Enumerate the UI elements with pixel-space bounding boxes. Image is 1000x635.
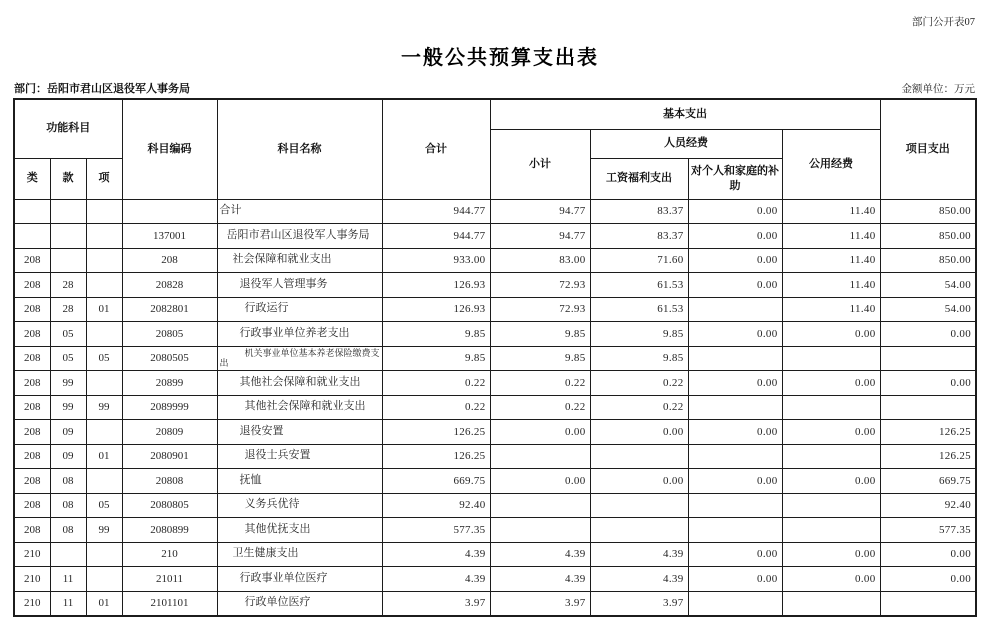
cell-clause: 08 (50, 518, 86, 543)
cell-item (86, 273, 122, 298)
cell-total: 9.85 (382, 322, 490, 347)
cell-wage: 0.00 (590, 469, 688, 494)
cell-total: 92.40 (382, 493, 490, 518)
department-label: 部门：岳阳市君山区退役军人事务局 (14, 83, 190, 95)
cell-clause: 99 (50, 395, 86, 420)
table-row (14, 248, 976, 273)
cell-total: 126.25 (382, 420, 490, 445)
cell-code: 2089999 (122, 395, 217, 420)
header-cell-func-subject: 功能科目 (14, 99, 122, 158)
header-cell-clause: 款 (50, 158, 86, 199)
page-title: 一般公共预算支出表 (401, 47, 599, 69)
cell-clause: 05 (50, 346, 86, 371)
header-cell-basic-expenditure: 基本支出 (490, 99, 880, 129)
cell-subsidy (688, 493, 782, 518)
cell-name: 其他优抚支出 (217, 518, 382, 543)
table-header (14, 99, 976, 199)
cell-name: 卫生健康支出 (217, 542, 382, 567)
cell-name: 退役士兵安置 (217, 444, 382, 469)
cell-class: 208 (14, 420, 50, 445)
cell-public (782, 395, 880, 420)
cell-subtotal (490, 444, 590, 469)
cell-public: 11.40 (782, 199, 880, 224)
cell-subtotal: 72.93 (490, 273, 590, 298)
cell-subsidy: 0.00 (688, 469, 782, 494)
cell-clause: 09 (50, 444, 86, 469)
table-row (14, 493, 976, 518)
cell-item: 05 (86, 346, 122, 371)
cell-code: 210 (122, 542, 217, 567)
cell-item (86, 199, 122, 224)
cell-code: 2080901 (122, 444, 217, 469)
cell-clause (50, 542, 86, 567)
cell-subtotal: 94.77 (490, 199, 590, 224)
cell-code: 208 (122, 248, 217, 273)
cell-code: 20899 (122, 371, 217, 396)
table-body (14, 199, 976, 616)
cell-subtotal: 4.39 (490, 542, 590, 567)
cell-public: 11.40 (782, 273, 880, 298)
cell-total: 944.77 (382, 224, 490, 249)
cell-class (14, 199, 50, 224)
cell-subsidy (688, 346, 782, 371)
cell-item (86, 371, 122, 396)
cell-item: 01 (86, 297, 122, 322)
cell-total: 126.93 (382, 297, 490, 322)
cell-clause: 11 (50, 591, 86, 616)
cell-project: 126.25 (880, 420, 976, 445)
header-cell-total: 合计 (382, 99, 490, 199)
cell-clause: 09 (50, 420, 86, 445)
cell-public: 0.00 (782, 542, 880, 567)
cell-subsidy: 0.00 (688, 224, 782, 249)
cell-subtotal: 83.00 (490, 248, 590, 273)
cell-name: 行政单位医疗 (217, 591, 382, 616)
cell-clause: 99 (50, 371, 86, 396)
cell-class: 208 (14, 248, 50, 273)
header-cell-project-expenditure: 项目支出 (880, 99, 976, 199)
cell-class: 208 (14, 322, 50, 347)
cell-item (86, 567, 122, 592)
cell-item: 05 (86, 493, 122, 518)
cell-public: 11.40 (782, 297, 880, 322)
cell-name: 其他社会保障和就业支出 (217, 395, 382, 420)
cell-subsidy: 0.00 (688, 371, 782, 396)
cell-item (86, 542, 122, 567)
cell-subsidy (688, 395, 782, 420)
cell-public (782, 346, 880, 371)
cell-subsidy: 0.00 (688, 542, 782, 567)
header-cell-subject-name: 科目名称 (217, 99, 382, 199)
cell-clause: 11 (50, 567, 86, 592)
cell-subsidy: 0.00 (688, 199, 782, 224)
cell-project: 0.00 (880, 542, 976, 567)
cell-name: 机关事业单位基本养老保险缴费支出 (217, 346, 382, 371)
cell-subtotal: 3.97 (490, 591, 590, 616)
table-row (14, 273, 976, 298)
cell-wage: 71.60 (590, 248, 688, 273)
cell-name: 合计 (217, 199, 382, 224)
table-row (14, 371, 976, 396)
cell-public: 0.00 (782, 420, 880, 445)
cell-name: 岳阳市君山区退役军人事务局 (217, 224, 382, 249)
header-cell-subtotal: 小计 (490, 129, 590, 199)
cell-clause (50, 224, 86, 249)
header-cell-personnel-funds: 人员经费 (590, 129, 782, 158)
cell-subtotal (490, 493, 590, 518)
table-row (14, 395, 976, 420)
cell-class (14, 224, 50, 249)
cell-public (782, 591, 880, 616)
corner-label: 部门公开表07 (912, 17, 975, 28)
cell-wage: 9.85 (590, 322, 688, 347)
cell-wage: 4.39 (590, 567, 688, 592)
cell-subsidy: 0.00 (688, 322, 782, 347)
cell-subsidy: 0.00 (688, 248, 782, 273)
cell-subsidy (688, 591, 782, 616)
cell-wage (590, 444, 688, 469)
cell-public: 11.40 (782, 224, 880, 249)
cell-wage: 0.00 (590, 420, 688, 445)
cell-total: 4.39 (382, 567, 490, 592)
cell-total: 9.85 (382, 346, 490, 371)
cell-name: 行政事业单位养老支出 (217, 322, 382, 347)
cell-project: 54.00 (880, 297, 976, 322)
table-row (14, 591, 976, 616)
cell-code: 137001 (122, 224, 217, 249)
cell-item: 01 (86, 591, 122, 616)
cell-class: 210 (14, 591, 50, 616)
cell-code: 2080899 (122, 518, 217, 543)
cell-subtotal: 0.22 (490, 371, 590, 396)
cell-wage: 83.37 (590, 199, 688, 224)
cell-item (86, 420, 122, 445)
cell-code: 2080505 (122, 346, 217, 371)
cell-wage (590, 493, 688, 518)
cell-total: 0.22 (382, 395, 490, 420)
cell-wage: 9.85 (590, 346, 688, 371)
cell-name: 行政运行 (217, 297, 382, 322)
cell-code: 20805 (122, 322, 217, 347)
cell-item (86, 224, 122, 249)
cell-total: 933.00 (382, 248, 490, 273)
budget-table (13, 98, 977, 617)
cell-subsidy (688, 518, 782, 543)
cell-project: 54.00 (880, 273, 976, 298)
cell-subtotal: 4.39 (490, 567, 590, 592)
cell-code: 20809 (122, 420, 217, 445)
cell-clause: 28 (50, 297, 86, 322)
cell-public: 0.00 (782, 322, 880, 347)
cell-code (122, 199, 217, 224)
table-row (14, 322, 976, 347)
cell-total: 3.97 (382, 591, 490, 616)
cell-name: 义务兵优待 (217, 493, 382, 518)
cell-subtotal: 72.93 (490, 297, 590, 322)
header-cell-item: 项 (86, 158, 122, 199)
cell-name: 行政事业单位医疗 (217, 567, 382, 592)
cell-class: 208 (14, 297, 50, 322)
cell-class: 210 (14, 542, 50, 567)
cell-class: 208 (14, 444, 50, 469)
table-row (14, 469, 976, 494)
table-row (14, 567, 976, 592)
cell-subsidy: 0.00 (688, 567, 782, 592)
cell-wage: 61.53 (590, 297, 688, 322)
cell-item: 99 (86, 518, 122, 543)
cell-wage: 83.37 (590, 224, 688, 249)
cell-project: 669.75 (880, 469, 976, 494)
cell-code: 2101101 (122, 591, 217, 616)
cell-public: 11.40 (782, 248, 880, 273)
cell-code: 2080805 (122, 493, 217, 518)
unit-label: 金额单位：万元 (901, 84, 975, 95)
cell-class: 208 (14, 371, 50, 396)
cell-clause: 05 (50, 322, 86, 347)
cell-public (782, 518, 880, 543)
cell-code: 20808 (122, 469, 217, 494)
cell-clause (50, 199, 86, 224)
cell-class: 208 (14, 346, 50, 371)
cell-subsidy (688, 444, 782, 469)
cell-subtotal: 9.85 (490, 346, 590, 371)
cell-clause (50, 248, 86, 273)
cell-wage: 0.22 (590, 395, 688, 420)
cell-name: 退役安置 (217, 420, 382, 445)
cell-subtotal: 0.22 (490, 395, 590, 420)
cell-project: 850.00 (880, 199, 976, 224)
cell-public: 0.00 (782, 567, 880, 592)
cell-code: 21011 (122, 567, 217, 592)
cell-wage (590, 518, 688, 543)
cell-name: 社会保障和就业支出 (217, 248, 382, 273)
cell-item: 01 (86, 444, 122, 469)
cell-total: 126.25 (382, 444, 490, 469)
header-cell-public-funds: 公用经费 (782, 129, 880, 199)
table-row (14, 420, 976, 445)
cell-subtotal: 0.00 (490, 469, 590, 494)
cell-public (782, 493, 880, 518)
cell-total: 577.35 (382, 518, 490, 543)
cell-class: 208 (14, 493, 50, 518)
header-cell-category: 类 (14, 158, 50, 199)
cell-subtotal: 0.00 (490, 420, 590, 445)
cell-public (782, 444, 880, 469)
cell-project: 126.25 (880, 444, 976, 469)
cell-clause: 08 (50, 493, 86, 518)
cell-wage: 3.97 (590, 591, 688, 616)
cell-subtotal: 94.77 (490, 224, 590, 249)
cell-total: 126.93 (382, 273, 490, 298)
cell-code: 2082801 (122, 297, 217, 322)
cell-clause: 08 (50, 469, 86, 494)
cell-subtotal: 9.85 (490, 322, 590, 347)
header-cell-wage-welfare: 工资福利支出 (590, 158, 688, 199)
meta-row (14, 80, 975, 96)
table-row (14, 199, 976, 224)
cell-item: 99 (86, 395, 122, 420)
cell-class: 208 (14, 395, 50, 420)
cell-public: 0.00 (782, 469, 880, 494)
cell-subsidy: 0.00 (688, 420, 782, 445)
cell-clause: 28 (50, 273, 86, 298)
table-row (14, 224, 976, 249)
header-cell-individual-family-subsidy: 对个人和家庭的补助 (688, 158, 782, 199)
cell-total: 0.22 (382, 371, 490, 396)
cell-wage: 0.22 (590, 371, 688, 396)
cell-project: 577.35 (880, 518, 976, 543)
cell-class: 208 (14, 273, 50, 298)
table-row (14, 444, 976, 469)
cell-code: 20828 (122, 273, 217, 298)
table-row (14, 542, 976, 567)
cell-public: 0.00 (782, 371, 880, 396)
cell-item (86, 322, 122, 347)
cell-project: 92.40 (880, 493, 976, 518)
cell-project: 0.00 (880, 567, 976, 592)
table-row (14, 297, 976, 322)
cell-class: 208 (14, 469, 50, 494)
cell-name: 退役军人管理事务 (217, 273, 382, 298)
cell-project: 0.00 (880, 322, 976, 347)
cell-project (880, 395, 976, 420)
cell-total: 944.77 (382, 199, 490, 224)
cell-class: 208 (14, 518, 50, 543)
cell-item (86, 248, 122, 273)
cell-subsidy (688, 297, 782, 322)
cell-item (86, 469, 122, 494)
cell-project: 850.00 (880, 248, 976, 273)
cell-project (880, 591, 976, 616)
cell-class: 210 (14, 567, 50, 592)
cell-project (880, 346, 976, 371)
cell-total: 4.39 (382, 542, 490, 567)
table-row (14, 518, 976, 543)
cell-name: 抚恤 (217, 469, 382, 494)
header-cell-subject-code: 科目编码 (122, 99, 217, 199)
cell-project: 0.00 (880, 371, 976, 396)
cell-subsidy: 0.00 (688, 273, 782, 298)
cell-subtotal (490, 518, 590, 543)
cell-name: 其他社会保障和就业支出 (217, 371, 382, 396)
cell-project: 850.00 (880, 224, 976, 249)
table-row (14, 346, 976, 371)
cell-wage: 4.39 (590, 542, 688, 567)
cell-total: 669.75 (382, 469, 490, 494)
cell-wage: 61.53 (590, 273, 688, 298)
